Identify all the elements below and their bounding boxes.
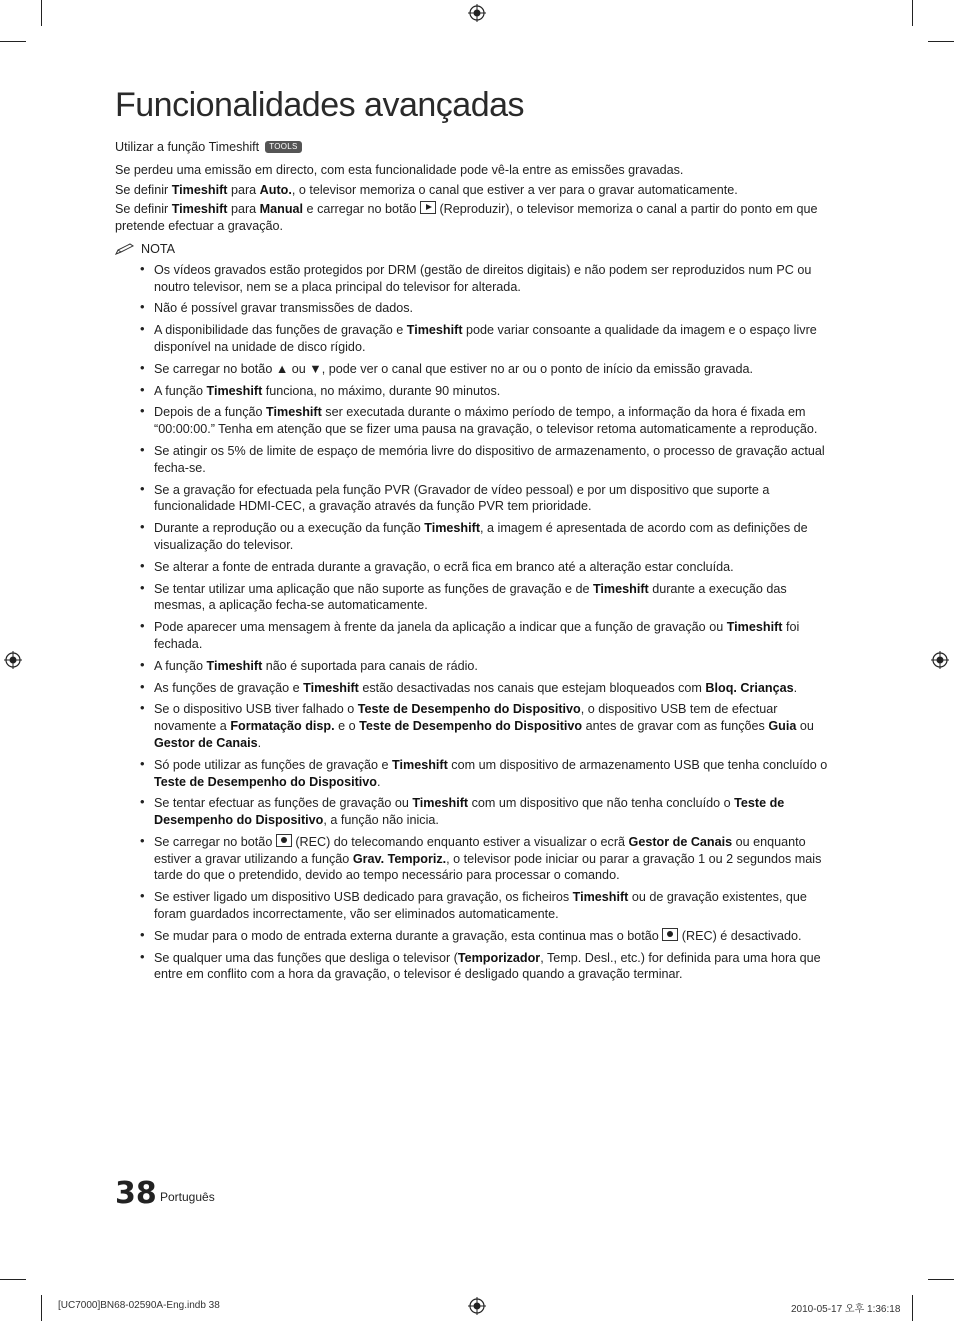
note-item: • Os vídeos gravados estão protegidos por DRM (gestão de direitos digitais) e não podem ser reproduzidos num PC ou noutro televisor, nem se a placa principal do televisor for alterada. bbox=[154, 262, 840, 296]
footer-timestamp: 2010-05-17 오후 1:36:18 bbox=[791, 1304, 901, 1315]
note-item: • Não é possível gravar transmissões de dados. bbox=[154, 300, 840, 317]
page-language: Português bbox=[160, 1190, 215, 1204]
note-item: • A disponibilidade das funções de gravação e Timeshift pode variar consoante a qualidade da imagem e o espaço livre disponível na unidade de disco rígido. bbox=[154, 322, 840, 356]
note-item: • Se carregar no botão ▲ ou ▼, pode ver o canal que estiver no ar ou o ponto de início da emissão gravada. bbox=[154, 361, 840, 378]
note-item: • Se o dispositivo USB tiver falhado o Teste de Desempenho do Dispositivo, o dispositivo USB tem de efectuar novamente a Formatação disp. e o Teste de Desempenho do Dispositivo antes de gravar com as funções Guia ou Gestor de Canais. bbox=[154, 701, 840, 751]
crop-mark bbox=[41, 0, 42, 26]
note-item: • Depois de a função Timeshift ser executada durante o máximo período de tempo, a informação da hora é fixada em “00:00:00.” Tenha em atenção que se fizer uma pausa na gravação, o televisor retoma automaticamente a reprodução. bbox=[154, 404, 840, 438]
crop-mark bbox=[0, 1279, 26, 1280]
page-number: 38 bbox=[115, 1176, 157, 1211]
note-item: • Se qualquer uma das funções que desliga o televisor (Temporizador, Temp. Desl., etc.) for definida para uma hora que entre em conflito com a hora da gravação, o televisor é desligado quando a gravação terminar. bbox=[154, 950, 840, 984]
crop-mark bbox=[912, 0, 913, 26]
intro-paragraph: Se perdeu uma emissão em directo, com esta funcionalidade pode vê-la entre as emissões gravadas. bbox=[115, 162, 684, 177]
note-label: NOTA bbox=[141, 241, 176, 256]
note-item: • As funções de gravação e Timeshift estão desactivadas nos canais que estejam bloqueados com Bloq. Crianças. bbox=[154, 680, 840, 697]
note-item: • Pode aparecer uma mensagem à frente da janela da aplicação a indicar que a função de gravação ou Timeshift foi fechada. bbox=[154, 619, 840, 653]
note-item: • Se mudar para o modo de entrada externa durante a gravação, esta continua mas o botão (REC) é desactivado. bbox=[154, 928, 840, 945]
crop-mark bbox=[41, 1295, 42, 1321]
registration-mark-icon bbox=[4, 651, 22, 669]
note-list bbox=[115, 262, 840, 983]
rec-button-icon bbox=[276, 834, 292, 847]
manual-paragraph: Se definir Timeshift para Manual e carregar no botão (Reproduzir), o televisor memoriza o canal a partir do ponto em que pretende efectuar a gravação. bbox=[115, 202, 818, 234]
note-item: • A função Timeshift funciona, no máximo, durante 90 minutos. bbox=[154, 383, 840, 400]
note-item: • Se alterar a fonte de entrada durante a gravação, o ecrã fica em branco até a alteração estar concluída. bbox=[154, 559, 840, 576]
registration-mark-icon bbox=[468, 1297, 486, 1315]
note-item: • Se estiver ligado um dispositivo USB dedicado para gravação, os ficheiros Timeshift ou de gravação existentes, que foram guardados incorrectamente, vão ser eliminados automaticamente. bbox=[154, 889, 840, 923]
tools-badge-icon: TOOLS bbox=[265, 141, 301, 153]
registration-mark-icon bbox=[931, 651, 949, 669]
section-heading bbox=[115, 139, 840, 156]
note-item: • Durante a reprodução ou a execução da função Timeshift, a imagem é apresentada de acordo com as definições de visualização do televisor. bbox=[154, 520, 840, 554]
main-content bbox=[115, 139, 840, 988]
section-heading-text: Utilizar a função Timeshift bbox=[115, 140, 260, 154]
play-button-icon bbox=[420, 201, 436, 214]
note-item: • Só pode utilizar as funções de gravação e Timeshift com um dispositivo de armazenamento USB que tenha concluído o Teste de Desempenho do Dispositivo. bbox=[154, 757, 840, 791]
note-item: • Se carregar no botão (REC) do telecomando enquanto estiver a visualizar o ecrã Gestor de Canais ou enquanto estiver a gravar utilizando a função Grav. Temporiz., o televisor pode iniciar ou parar a gravação 1 ou 2 segundos mais tarde do que o pretendido, devido ao tempo necessário para processar o comando. bbox=[154, 834, 840, 884]
rec-button-icon bbox=[662, 928, 678, 941]
note-item: • Se tentar efectuar as funções de gravação ou Timeshift com um dispositivo que não tenha concluído o Teste de Desempenho do Dispositivo, a função não inicia. bbox=[154, 795, 840, 829]
note-heading bbox=[115, 241, 840, 258]
crop-mark bbox=[928, 41, 954, 42]
auto-paragraph: Se definir Timeshift para Auto., o televisor memoriza o canal que estiver a ver para o gravar automaticamente. bbox=[115, 182, 738, 197]
footer-file-info: [UC7000]BN68-02590A-Eng.indb 38 bbox=[58, 1300, 220, 1311]
note-item: • Se a gravação for efectuada pela função PVR (Gravador de vídeo pessoal) e por um dispositivo que suporte a funcionalidade HDMI-CEC, a gravação através da função PVR tem prioridade. bbox=[154, 482, 840, 516]
note-item: • Se tentar utilizar uma aplicação que não suporte as funções de gravação e de Timeshift durante a execução das mesmas, a aplicação fecha-se automaticamente. bbox=[154, 581, 840, 615]
note-item: • Se atingir os 5% de limite de espaço de memória livre do dispositivo de armazenamento, o processo de gravação actual fecha-se. bbox=[154, 443, 840, 477]
page-title: Funcionalidades avançadas bbox=[115, 86, 525, 124]
note-item: • A função Timeshift não é suportada para canais de rádio. bbox=[154, 658, 840, 675]
registration-mark-icon bbox=[468, 4, 486, 22]
crop-mark bbox=[912, 1295, 913, 1321]
crop-mark bbox=[928, 1279, 954, 1280]
pencil-note-icon bbox=[115, 243, 135, 255]
crop-mark bbox=[0, 41, 26, 42]
